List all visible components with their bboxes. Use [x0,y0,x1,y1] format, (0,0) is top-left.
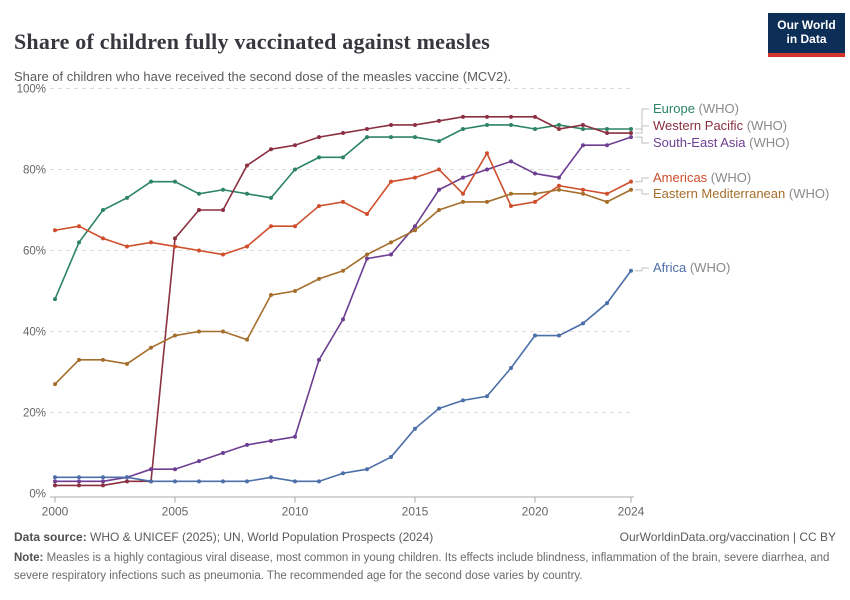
data-point [197,330,201,334]
data-point [365,467,369,471]
data-point [125,196,129,200]
data-point [149,240,153,244]
chart-canvas [0,80,850,520]
y-tick-label: 60% [22,245,46,258]
data-point [485,151,489,155]
data-point [317,358,321,362]
data-point [413,228,417,232]
x-tick-label: 2020 [521,504,549,519]
data-point [77,358,81,362]
data-point [293,168,297,172]
data-point [77,224,81,228]
data-point [101,208,105,212]
data-point [533,172,537,176]
data-point [605,200,609,204]
y-tick-label: 80% [22,164,46,177]
data-point [389,180,393,184]
data-point [125,475,129,479]
data-point [245,244,249,248]
data-point [581,127,585,131]
data-point [317,135,321,139]
data-point [413,427,417,431]
data-point [317,479,321,483]
data-point [509,159,513,163]
data-point [365,257,369,261]
data-point [173,244,177,248]
series-label-south-east-asia[interactable]: South-East Asia (WHO) [653,135,790,150]
data-point [269,293,273,297]
owid-logo[interactable] [768,13,845,57]
page-title: Share of children fully vaccinated against measles [14,28,491,54]
data-point [245,443,249,447]
data-point [437,139,441,143]
data-point [221,253,225,257]
label-connector [635,268,649,271]
data-point [605,192,609,196]
data-point [533,115,537,119]
data-point [461,127,465,131]
label-connector [635,178,649,182]
data-point [341,131,345,135]
data-point [53,479,57,483]
data-point [485,200,489,204]
data-point [509,115,513,119]
data-point [101,358,105,362]
data-point [221,188,225,192]
data-point [557,176,561,180]
data-point [221,208,225,212]
data-point [197,479,201,483]
data-point [629,127,633,131]
data-point [605,143,609,147]
data-source [14,530,433,544]
data-point [221,479,225,483]
data-point [269,439,273,443]
data-point [101,236,105,240]
data-point [221,330,225,334]
data-point [149,467,153,471]
data-point [509,204,513,208]
data-point [605,127,609,131]
owid-logo-line2: in Data [786,32,827,46]
data-point [437,188,441,192]
data-point [485,123,489,127]
data-point [197,249,201,253]
data-point [149,479,153,483]
data-point [629,131,633,135]
data-point [293,143,297,147]
data-point [245,163,249,167]
data-point [125,244,129,248]
data-point [485,115,489,119]
data-point [173,467,177,471]
data-point [629,135,633,139]
data-point [197,459,201,463]
data-source-label: Data source: [14,530,87,544]
x-tick-label: 2000 [41,504,69,519]
data-point [413,224,417,228]
data-point [341,471,345,475]
data-point [341,155,345,159]
y-tick-label: 20% [22,407,46,420]
data-point [293,479,297,483]
data-point [365,135,369,139]
y-tick-label: 40% [22,326,46,339]
data-point [77,240,81,244]
data-point [389,123,393,127]
data-point [125,479,129,483]
label-connector [635,190,649,194]
data-point [269,224,273,228]
chart-subtitle: Share of children who have received the second dose of the measles vaccine (MCV2). [14,69,512,84]
series-label-europe[interactable]: Europe (WHO) [653,101,739,116]
data-point [341,317,345,321]
data-point [53,297,57,301]
data-point [509,123,513,127]
data-point [365,212,369,216]
data-point [581,192,585,196]
data-point [293,224,297,228]
series-line-eastern-mediterranean[interactable] [55,190,631,384]
note-label: Note: [14,552,44,564]
data-point [557,127,561,131]
y-tick-label: 0% [29,488,46,501]
data-point [413,135,417,139]
data-point [581,188,585,192]
data-point [269,196,273,200]
data-point [341,200,345,204]
data-point [461,192,465,196]
owid-link[interactable]: OurWorldinData.org/vaccination | CC BY [619,530,836,544]
data-point [437,119,441,123]
data-point [125,362,129,366]
data-point [389,253,393,257]
data-point [437,168,441,172]
series-line-americas[interactable] [55,153,631,254]
data-point [365,253,369,257]
data-point [389,135,393,139]
data-point [173,334,177,338]
data-point [53,475,57,479]
data-point [413,123,417,127]
series-line-africa[interactable] [55,271,631,482]
data-point [365,127,369,131]
data-point [173,479,177,483]
data-point [629,188,633,192]
data-point [485,168,489,172]
data-point [533,127,537,131]
data-point [533,200,537,204]
data-point [461,115,465,119]
x-tick-label: 2024 [617,504,645,519]
data-point [317,155,321,159]
data-point [269,147,273,151]
data-point [53,228,57,232]
data-point [437,208,441,212]
data-point [245,338,249,342]
data-point [101,479,105,483]
data-point [389,455,393,459]
data-point [341,269,345,273]
data-point [77,479,81,483]
data-point [605,131,609,135]
data-point [629,269,633,273]
data-point [221,451,225,455]
data-point [461,200,465,204]
data-point [509,192,513,196]
data-point [317,204,321,208]
series-line-europe[interactable] [55,125,631,299]
chart-note [14,550,836,586]
label-connector [635,137,649,143]
data-point [557,188,561,192]
series-label-eastern-mediterranean[interactable]: Eastern Mediterranean (WHO) [653,186,830,201]
data-point [293,435,297,439]
data-point [173,180,177,184]
x-tick-label: 2015 [401,504,429,519]
data-point [245,479,249,483]
x-tick-label: 2005 [161,504,189,519]
series-label-western-pacific[interactable]: Western Pacific (WHO) [653,118,788,133]
data-point [317,277,321,281]
data-point [557,184,561,188]
y-tick-label: 100% [16,83,46,96]
data-point [293,289,297,293]
data-point [533,334,537,338]
data-point [77,483,81,487]
series-line-western-pacific[interactable] [55,117,631,486]
note-text: Measles is a highly contagious viral disease, most common in young children. Its effects include blindness, inflammation of the brain, severe diarrhea, and severe respiratory infections such as pneumonia. The recommended age for the second dose varies by country. [14,552,830,582]
data-point [101,483,105,487]
data-point [53,382,57,386]
data-point [605,301,609,305]
data-point [149,180,153,184]
data-point [509,366,513,370]
data-point [269,475,273,479]
data-point [53,483,57,487]
data-point [557,334,561,338]
data-point [485,394,489,398]
data-point [77,475,81,479]
data-point [101,475,105,479]
data-point [557,123,561,127]
data-point [197,208,201,212]
data-point [245,192,249,196]
line-chart [0,80,850,520]
data-point [461,176,465,180]
data-point [197,192,201,196]
data-point [461,398,465,402]
data-point [581,123,585,127]
data-source-text: WHO & UNICEF (2025); UN, World Population Prospects (2024) [86,530,434,544]
series-label-americas[interactable]: Americas (WHO) [653,170,752,185]
x-tick-label: 2010 [281,504,309,519]
data-point [149,346,153,350]
series-label-africa[interactable]: Africa (WHO) [653,260,731,275]
data-point [629,180,633,184]
data-point [581,321,585,325]
data-point [389,240,393,244]
chart-footer [14,530,836,586]
data-point [533,192,537,196]
data-point [413,176,417,180]
data-point [581,143,585,147]
data-point [437,406,441,410]
owid-logo-line1: Our World [777,18,836,33]
data-point [173,236,177,240]
